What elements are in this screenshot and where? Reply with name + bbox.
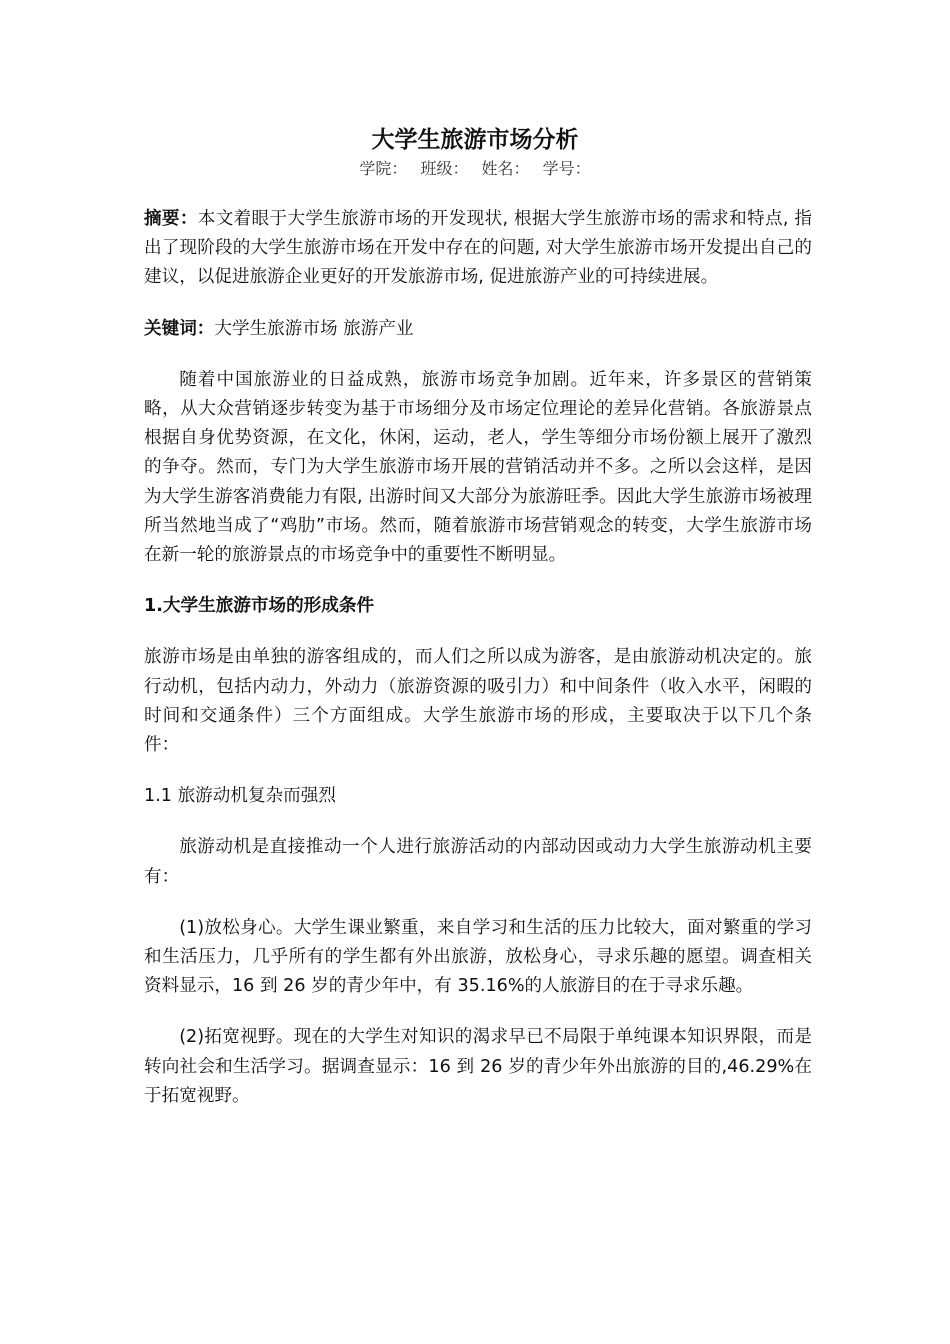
motivation-point-2: (2)拓宽视野。现在的大学生对知识的渴求早已不局限于单纯课本知识界限，而是转向社会和生活学习。据调查显示：16 到 26 岁的青少年外出旅游的目的,46.29%在于拓宽视野。 (144, 1027, 812, 1106)
document-body (144, 205, 812, 1111)
section-1-body: 旅游市场是由单独的游客组成的，而人们之所以成为游客，是由旅游动机决定的。旅行动机，包括内动力，外动力（旅游资源的吸引力）和中间条件（收入水平，闲暇的时间和交通条件）三个方面组成。大学生旅游市场的形成，主要取决于以下几个条件： (144, 647, 812, 756)
keywords-paragraph (144, 315, 812, 344)
keywords-label: 关键词： (144, 318, 215, 339)
document-byline: 学院： 班级： 姓名： 学号： (359, 159, 591, 178)
section-1-heading: 1.大学生旅游市场的形成条件 (144, 596, 375, 617)
subsection-1-1-body: 旅游动机是直接推动一个人进行旅游活动的内部动因或动力大学生旅游动机主要有： (144, 837, 812, 887)
abstract-paragraph (144, 205, 812, 293)
abstract-label: 摘要： (144, 209, 198, 229)
document-title: 大学生旅游市场分析 (371, 127, 579, 153)
keywords-text: 大学生旅游市场 旅游产业 (214, 318, 414, 339)
abstract-text: 本文着眼于大学生旅游市场的开发现状, 根据大学生旅游市场的需求和特点, 指出了现阶段的大学生旅游市场在开发中存在的问题, 对大学生旅游市场开发提出自己的建议，以促进旅游企业更好的开发旅游市场, 促进旅游产业的可持续进展。 (144, 209, 812, 288)
subsection-1-1-heading: 1.1 旅游动机复杂而强烈 (144, 786, 336, 807)
motivation-point-1: (1)放松身心。大学生课业繁重，来自学习和生活的压力比较大，面对繁重的学习和生活压力，几乎所有的学生都有外出旅游，放松身心，寻求乐趣的愿望。调查相关资料显示，16 到 26 岁的青少年中，有 35.16%的人旅游目的在于寻求乐趣。 (144, 917, 812, 997)
intro-paragraph: 随着中国旅游业的日益成熟，旅游市场竞争加剧。近年来，许多景区的营销策略，从大众营销逐步转变为基于市场细分及市场定位理论的差异化营销。各旅游景点根据自身优势资源，在文化，休闲，运动，老人，学生等细分市场份额上展开了激烈的争夺。然而，专门为大学生旅游市场开展的营销活动并不多。之所以会这样，是因为大学生游客消费能力有限, 出游时间又大部分为旅游旺季。因此大学生旅游市场被理所当然地当成了“鸡肋”市场。然而，随着旅游市场营销观念的转变，大学生旅游市场在新一轮的旅游景点的市场竞争中的重要性不断明显。 (144, 369, 812, 566)
